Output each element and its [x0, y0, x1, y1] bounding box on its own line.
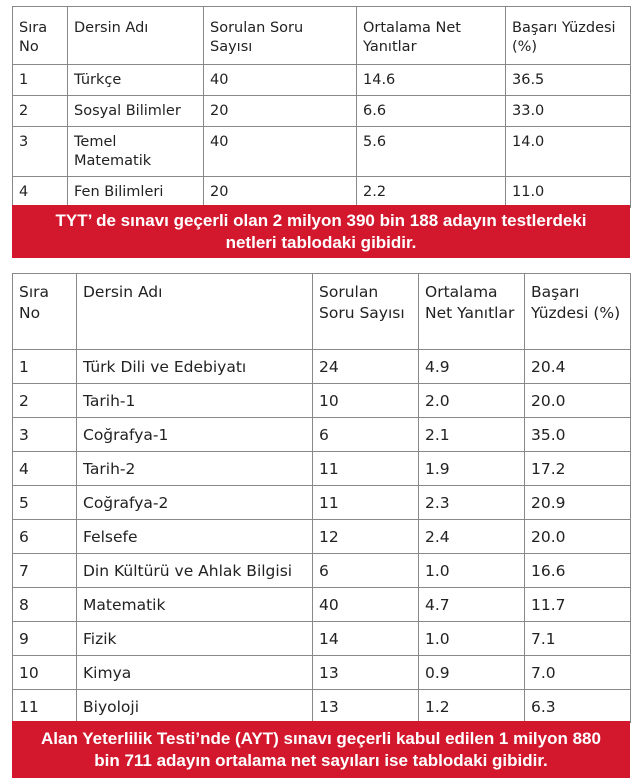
cell-soru: 13 [313, 690, 419, 723]
cell-net: 1.2 [419, 690, 525, 723]
cell-sira: 2 [13, 384, 77, 418]
cell-yuzde: 20.9 [525, 486, 631, 520]
table-row [13, 452, 631, 486]
cell-yuzde: 11.0 [506, 177, 631, 208]
cell-soru: 40 [204, 127, 357, 177]
tyt-caption-text: TYT’ de sınavı geçerli olan 2 milyon 390 bin 188 adayın testlerdeki netleri tablodaki gibidir. [55, 210, 587, 252]
cell-ders: Türk Dili ve Edebiyatı [77, 350, 313, 384]
table-header-row [13, 274, 631, 350]
header-ortalama-net: Ortalama Net Yanıtlar [357, 7, 506, 65]
cell-net: 2.2 [357, 177, 506, 208]
cell-ders: Tarih-1 [77, 384, 313, 418]
ayt-results-table [12, 273, 631, 723]
table-row [13, 588, 631, 622]
cell-ders: Tarih-2 [77, 452, 313, 486]
cell-sira: 6 [13, 520, 77, 554]
header-sira-no: Sıra No [13, 7, 68, 65]
table-row [13, 486, 631, 520]
cell-soru: 10 [313, 384, 419, 418]
cell-ders: Temel Matematik [68, 127, 204, 177]
table-row [13, 127, 631, 177]
tyt-caption-banner [12, 205, 630, 258]
cell-soru: 6 [313, 554, 419, 588]
cell-soru: 13 [313, 656, 419, 690]
cell-soru: 20 [204, 177, 357, 208]
cell-ders: Matematik [77, 588, 313, 622]
cell-net: 1.9 [419, 452, 525, 486]
cell-net: 2.3 [419, 486, 525, 520]
table-header-row [13, 7, 631, 65]
cell-ders: Türkçe [68, 65, 204, 96]
table-row [13, 520, 631, 554]
header-soru-sayisi: Sorulan Soru Sayısı [204, 7, 357, 65]
cell-net: 6.6 [357, 96, 506, 127]
cell-ders: Coğrafya-2 [77, 486, 313, 520]
table-row [13, 384, 631, 418]
table-row [13, 177, 631, 208]
table-row [13, 96, 631, 127]
header-basari-yuzdesi: Başarı Yüzdesi (%) [506, 7, 631, 65]
cell-net: 2.0 [419, 384, 525, 418]
cell-soru: 11 [313, 486, 419, 520]
cell-sira: 5 [13, 486, 77, 520]
cell-sira: 9 [13, 622, 77, 656]
table-row [13, 554, 631, 588]
header-sira-no: Sıra No [13, 274, 77, 350]
cell-soru: 40 [313, 588, 419, 622]
cell-yuzde: 16.6 [525, 554, 631, 588]
cell-yuzde: 35.0 [525, 418, 631, 452]
cell-ders: Biyoloji [77, 690, 313, 723]
cell-soru: 12 [313, 520, 419, 554]
ayt-caption-banner [12, 721, 630, 778]
cell-yuzde: 17.2 [525, 452, 631, 486]
cell-yuzde: 6.3 [525, 690, 631, 723]
tyt-results-table [12, 6, 631, 208]
cell-sira: 4 [13, 177, 68, 208]
cell-soru: 24 [313, 350, 419, 384]
cell-soru: 11 [313, 452, 419, 486]
header-dersin-adi: Dersin Adı [77, 274, 313, 350]
cell-yuzde: 14.0 [506, 127, 631, 177]
table-row [13, 350, 631, 384]
cell-ders: Fen Bilimleri [68, 177, 204, 208]
cell-sira: 1 [13, 350, 77, 384]
cell-sira: 1 [13, 65, 68, 96]
cell-yuzde: 20.0 [525, 520, 631, 554]
cell-sira: 2 [13, 96, 68, 127]
cell-soru: 6 [313, 418, 419, 452]
cell-yuzde: 20.0 [525, 384, 631, 418]
cell-ders: Felsefe [77, 520, 313, 554]
cell-yuzde: 33.0 [506, 96, 631, 127]
cell-yuzde: 7.0 [525, 656, 631, 690]
cell-net: 1.0 [419, 554, 525, 588]
cell-net: 14.6 [357, 65, 506, 96]
cell-net: 4.9 [419, 350, 525, 384]
header-ortalama-net: Ortalama Net Yanıtlar [419, 274, 525, 350]
cell-sira: 3 [13, 418, 77, 452]
cell-sira: 11 [13, 690, 77, 723]
table-row [13, 656, 631, 690]
cell-net: 2.1 [419, 418, 525, 452]
cell-ders: Kimya [77, 656, 313, 690]
table-row [13, 622, 631, 656]
header-basari-yuzdesi: Başarı Yüzdesi (%) [525, 274, 631, 350]
cell-net: 1.0 [419, 622, 525, 656]
header-dersin-adi: Dersin Adı [68, 7, 204, 65]
cell-sira: 10 [13, 656, 77, 690]
cell-ders: Fizik [77, 622, 313, 656]
cell-net: 4.7 [419, 588, 525, 622]
cell-yuzde: 11.7 [525, 588, 631, 622]
cell-soru: 20 [204, 96, 357, 127]
cell-yuzde: 20.4 [525, 350, 631, 384]
table-row [13, 65, 631, 96]
cell-yuzde: 36.5 [506, 65, 631, 96]
cell-ders: Coğrafya-1 [77, 418, 313, 452]
cell-yuzde: 7.1 [525, 622, 631, 656]
cell-ders: Din Kültürü ve Ahlak Bilgisi [77, 554, 313, 588]
cell-sira: 8 [13, 588, 77, 622]
cell-sira: 7 [13, 554, 77, 588]
table-row [13, 418, 631, 452]
table-row [13, 690, 631, 723]
cell-net: 0.9 [419, 656, 525, 690]
cell-ders: Sosyal Bilimler [68, 96, 204, 127]
cell-sira: 3 [13, 127, 68, 177]
cell-soru: 14 [313, 622, 419, 656]
cell-net: 5.6 [357, 127, 506, 177]
cell-sira: 4 [13, 452, 77, 486]
header-soru-sayisi: Sorulan Soru Sayısı [313, 274, 419, 350]
cell-net: 2.4 [419, 520, 525, 554]
ayt-caption-text: Alan Yeterlilik Testi’nde (AYT) sınavı geçerli kabul edilen 1 milyon 880 bin 711 adayın ortalama net sayıları ise tablodaki gibidir. [41, 728, 601, 770]
cell-soru: 40 [204, 65, 357, 96]
